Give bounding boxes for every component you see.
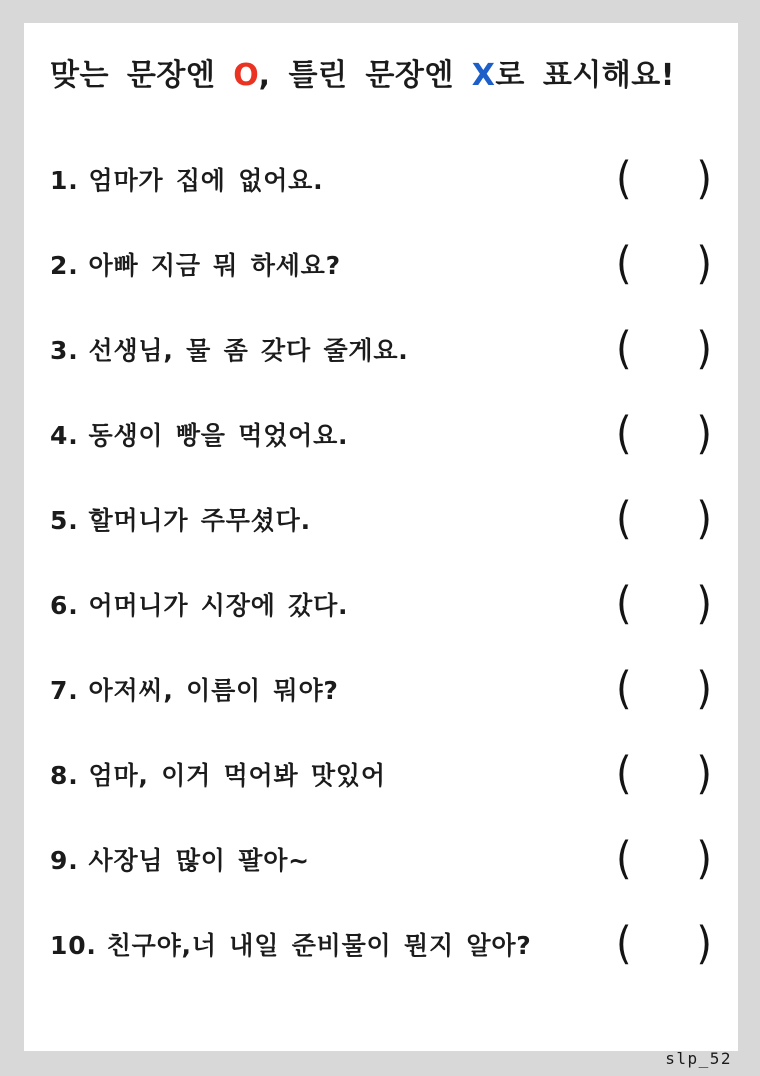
question-sentence [50, 756, 610, 792]
close-paren-icon: ) [696, 493, 712, 545]
question-text: 어머니가 시장에 갔다. [88, 591, 349, 620]
question-text: 엄마가 집에 없어요. [88, 166, 324, 195]
question-row [50, 562, 712, 647]
open-paren-icon: ( [616, 578, 632, 630]
open-paren-icon: ( [616, 238, 632, 290]
question-row [50, 647, 712, 732]
question-number: 9. [50, 846, 79, 875]
close-paren-icon: ) [696, 578, 712, 630]
worksheet-card [24, 23, 738, 1051]
question-number: 4. [50, 421, 79, 450]
question-text: 엄마, 이거 먹어봐 맛있어 [88, 761, 386, 790]
close-paren-icon: ) [696, 238, 712, 290]
close-paren-icon: ) [696, 153, 712, 205]
question-text: 아빠 지금 뭐 하세요? [88, 251, 341, 280]
question-number: 8. [50, 761, 79, 790]
answer-slot [616, 833, 712, 885]
question-number: 1. [50, 166, 79, 195]
question-text: 사장님 많이 팔아~ [88, 846, 310, 875]
open-paren-icon: ( [616, 833, 632, 885]
question-row [50, 307, 712, 392]
close-paren-icon: ) [696, 408, 712, 460]
question-number: 5. [50, 506, 79, 535]
question-row [50, 902, 712, 987]
answer-slot [616, 918, 712, 970]
open-paren-icon: ( [616, 918, 632, 970]
open-paren-icon: ( [616, 408, 632, 460]
question-sentence [50, 246, 610, 282]
question-text: 할머니가 주무셨다. [88, 506, 311, 535]
answer-slot [616, 408, 712, 460]
question-row [50, 137, 712, 222]
footer-watermark: slp_52 [665, 1049, 732, 1068]
worksheet-title [50, 57, 712, 95]
question-row [50, 817, 712, 902]
open-paren-icon: ( [616, 323, 632, 375]
question-sentence [50, 841, 610, 877]
question-text: 친구야,너 내일 준비물이 뭔지 알아? [106, 931, 532, 960]
close-paren-icon: ) [696, 663, 712, 715]
close-paren-icon: ) [696, 323, 712, 375]
title-x-mark: X [471, 58, 496, 93]
question-sentence [50, 671, 610, 707]
open-paren-icon: ( [616, 663, 632, 715]
question-number: 7. [50, 676, 79, 705]
title-suffix: 로 표시해요! [495, 58, 675, 93]
question-number: 6. [50, 591, 79, 620]
answer-slot [616, 238, 712, 290]
question-text: 선생님, 물 좀 갖다 줄게요. [88, 336, 409, 365]
question-row [50, 477, 712, 562]
answer-slot [616, 153, 712, 205]
open-paren-icon: ( [616, 493, 632, 545]
close-paren-icon: ) [696, 918, 712, 970]
title-o-mark: O [233, 58, 259, 93]
close-paren-icon: ) [696, 748, 712, 800]
answer-slot [616, 663, 712, 715]
question-sentence [50, 331, 610, 367]
question-number: 10. [50, 931, 97, 960]
answer-slot [616, 323, 712, 375]
answer-slot [616, 578, 712, 630]
question-sentence [50, 926, 610, 962]
title-prefix: 맞는 문장엔 [50, 58, 234, 93]
question-number: 2. [50, 251, 79, 280]
question-sentence [50, 501, 610, 537]
answer-slot [616, 493, 712, 545]
open-paren-icon: ( [616, 153, 632, 205]
question-text: 아저씨, 이름이 뭐야? [88, 676, 339, 705]
question-sentence [50, 586, 610, 622]
question-sentence [50, 161, 610, 197]
question-row [50, 392, 712, 477]
question-text: 동생이 빵을 먹었어요. [88, 421, 349, 450]
open-paren-icon: ( [616, 748, 632, 800]
answer-slot [616, 748, 712, 800]
close-paren-icon: ) [696, 833, 712, 885]
title-middle: , 틀린 문장엔 [258, 58, 472, 93]
question-row [50, 222, 712, 307]
question-number: 3. [50, 336, 79, 365]
question-list [50, 137, 712, 987]
question-row [50, 732, 712, 817]
question-sentence [50, 416, 610, 452]
